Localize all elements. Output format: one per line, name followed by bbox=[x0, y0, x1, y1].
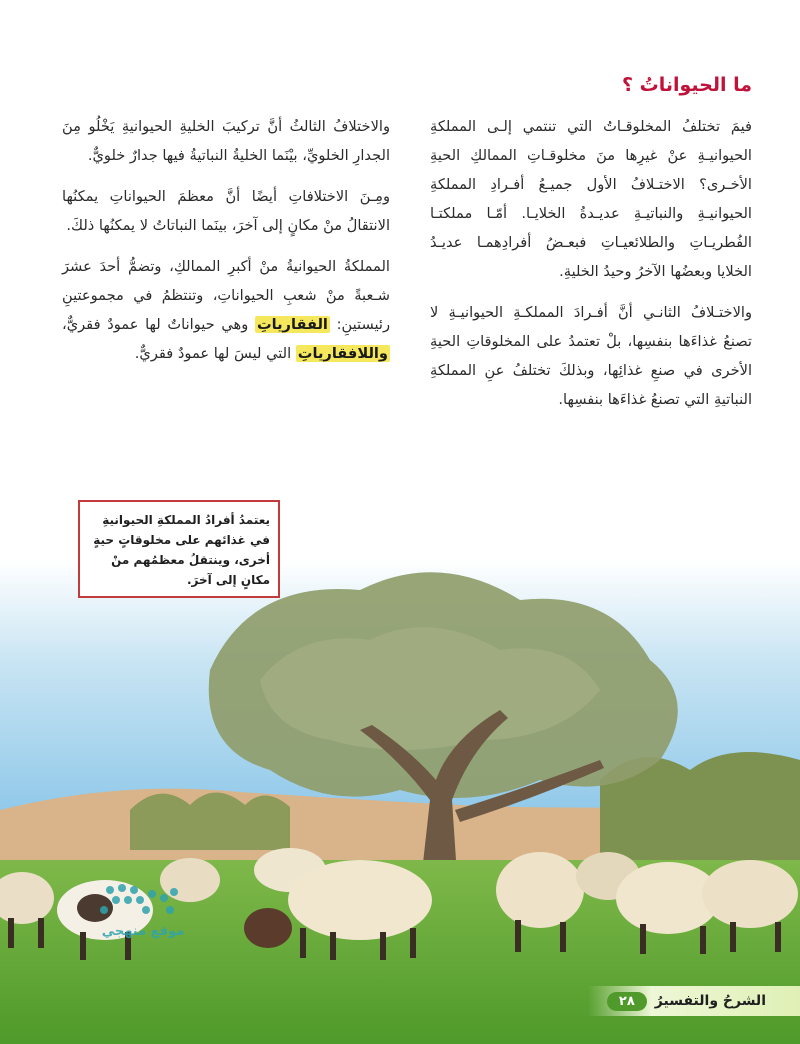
sheep-grazing-photo bbox=[0, 560, 800, 1044]
groups-text-c: التي ليسَ لها عمودٌ فقريٌّ. bbox=[134, 345, 296, 362]
page-number-badge: ٢٨ bbox=[607, 992, 647, 1011]
paragraph-movement-difference: ومِـنَ الاختلافاتِ أيضًا أنَّ معظمَ الحيواناتِ يمكنُها الانتقالُ منْ مكانٍ إلى آخرَ، بينَما النباتاتُ لا يمكنُها ذلكَ. bbox=[62, 188, 390, 234]
section-label: الشرحُ والتفسيرُ bbox=[654, 993, 766, 1009]
background-shrubs bbox=[130, 793, 290, 851]
watermark-dots-icon bbox=[52, 880, 202, 924]
sheep bbox=[496, 852, 584, 928]
right-text-column bbox=[430, 112, 752, 426]
watermark-text: موقع منهجي bbox=[101, 924, 185, 939]
section-heading: ما الحيواناتُ ؟ bbox=[621, 74, 752, 96]
term-vertebrates: الفقارياتِ bbox=[256, 316, 328, 333]
paragraph-animal-kingdom-groups bbox=[62, 252, 390, 368]
sheep bbox=[702, 860, 798, 928]
left-text-column bbox=[62, 112, 390, 380]
paragraph-third-difference: والاختلافُ الثالثُ أنَّ تركيبَ الخليةِ الحيوانيةِ يَخْلُو مِنَ الجدارِ الخلويِّ، بيْنَما الخليةُ النباتيةُ فيها جدارٌ خلويٌّ. bbox=[62, 118, 390, 164]
term-invertebrates: واللافقارياتِ bbox=[297, 345, 388, 362]
paragraph-first-difference: فيمَ تختلفُ المخلوقـاتُ التي تنتمي إلـى المملكةِ الحيوانيـةِ عنْ غيرِها منَ مخلوقـاتِ الممالكِ الحيةِ الأخـرى؟ الاختـلافُ الأول جميـعُ أفـرادِ المملكةِ الحيوانيـةِ والنباتيـةِ عديـدةُ الخلايـا. أمّـا مملكتـا الفُطريـاتِ والطلائعيـاتِ فبعـضُ أفرادِهمـا عديـدُ الخلايا وبعضُها الآخرُ وحيدُ الخليةِ. bbox=[430, 118, 752, 280]
callout-text: يعتمدُ أفرادُ المملكةِ الحيوانيةِ في غذائهم على مخلوقاتٍ حيةٍ أخرى، وينتقلُ معظمُهم منْ مكانٍ إلى آخرَ. bbox=[93, 513, 270, 587]
groups-text-b: وهي حيواناتٌ لها عمودٌ فقريٌّ، bbox=[62, 316, 255, 333]
groups-text-a: المملكةُ الحيوانيةُ منْ أكبرِ الممالكِ، وتضمُّ أحدَ عشرَ شـعبةً منْ شعبِ الحيواناتِ، وتنتظمُ في مجموعتينِ رئيستينِ: bbox=[62, 258, 390, 333]
paragraph-second-difference: والاختـلافُ الثانـي أنَّ أفـرادَ المملكـةِ الحيوانيـةِ لا تصنعُ غذاءَها بنفسِها، بلْ تعتمدُ على المخلوقاتِ الحيةِ الأخرى في صنعِ غذائِها، وبذلكَ تختلفُ عنِ المملكةِ النباتيةِ التي تصنعُ غذاءَها بنفسِها. bbox=[430, 304, 752, 408]
callout-box bbox=[78, 500, 280, 598]
sheep bbox=[244, 908, 292, 948]
footer-bar bbox=[588, 986, 800, 1016]
watermark-logo bbox=[52, 880, 202, 952]
